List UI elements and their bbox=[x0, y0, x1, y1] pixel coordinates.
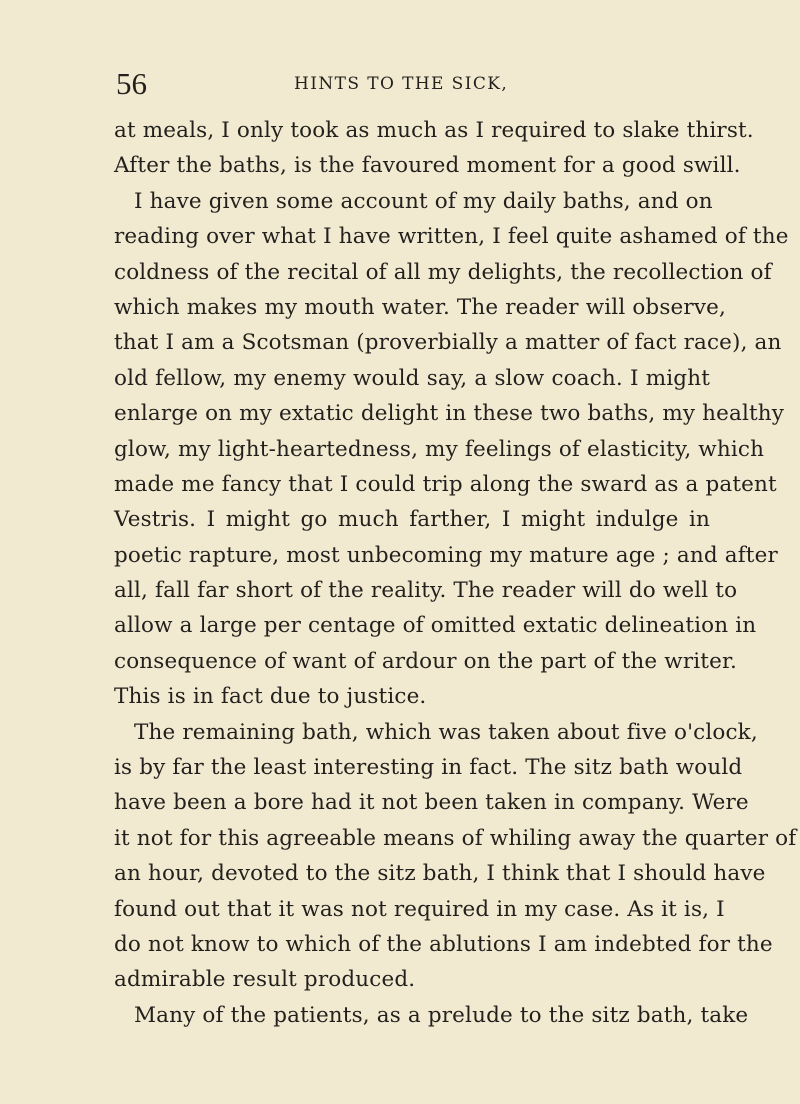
text-line: allow a large per centage of omitted extatic delineation in bbox=[114, 613, 757, 639]
text-line: reading over what I have written, I feel quite ashamed of the bbox=[114, 224, 789, 250]
text-line: which makes my mouth water. The reader will observe, bbox=[114, 294, 726, 320]
text-line: at meals, I only took as much as I required to slake thirst. bbox=[114, 118, 754, 143]
text-line: consequence of want of ardour on the part of the writer. bbox=[114, 648, 737, 674]
text-line: Many of the patients, as a prelude to the sitz bath, take bbox=[134, 1002, 749, 1028]
text-line: do not know to which of the ablutions I am indebted for the bbox=[114, 931, 773, 957]
text-line: old fellow, my enemy would say, a slow coach. I might bbox=[114, 365, 710, 391]
text-line: admirable result produced. bbox=[114, 967, 416, 993]
text-line: The remaining bath, which was taken about five o'clock, bbox=[134, 719, 758, 745]
body-text bbox=[114, 113, 797, 1033]
page-number: 56 bbox=[116, 66, 147, 101]
page-header bbox=[116, 64, 728, 104]
text-line: enlarge on my extatic delight in these two baths, my healthy bbox=[114, 401, 785, 427]
text-line: is by far the least interesting in fact. The sitz bath would bbox=[114, 755, 743, 781]
text-line: it not for this agreeable means of whiling away the quarter of bbox=[114, 825, 797, 851]
running-title: HINTS TO THE SICK, bbox=[294, 74, 509, 94]
text-line: made me fancy that I could trip along the sward as a patent bbox=[114, 471, 777, 497]
text-line: have been a bore had it not been taken in company. Were bbox=[114, 790, 749, 816]
text-line: coldness of the recital of all my delights, the recollection of bbox=[114, 259, 772, 285]
text-line: glow, my light-heartedness, my feelings of elasticity, which bbox=[114, 436, 765, 462]
text-line: This is in fact due to justice. bbox=[114, 684, 427, 710]
text-line: all, fall far short of the reality. The reader will do well to bbox=[114, 578, 738, 604]
text-line: poetic rapture, most unbecoming my mature age ; and after bbox=[114, 542, 778, 568]
text-line: that I am a Scotsman (proverbially a matter of fact race), an bbox=[114, 330, 782, 356]
text-line: I have given some account of my daily baths, and on bbox=[134, 188, 713, 214]
text-line: After the baths, is the favoured moment for a good swill. bbox=[114, 153, 741, 179]
text-line: an hour, devoted to the sitz bath, I think that I should have bbox=[114, 861, 766, 887]
text-line: found out that it was not required in my case. As it is, I bbox=[114, 896, 725, 922]
text-line: Vestris. I might go much farther, I might indulge in bbox=[114, 507, 710, 533]
